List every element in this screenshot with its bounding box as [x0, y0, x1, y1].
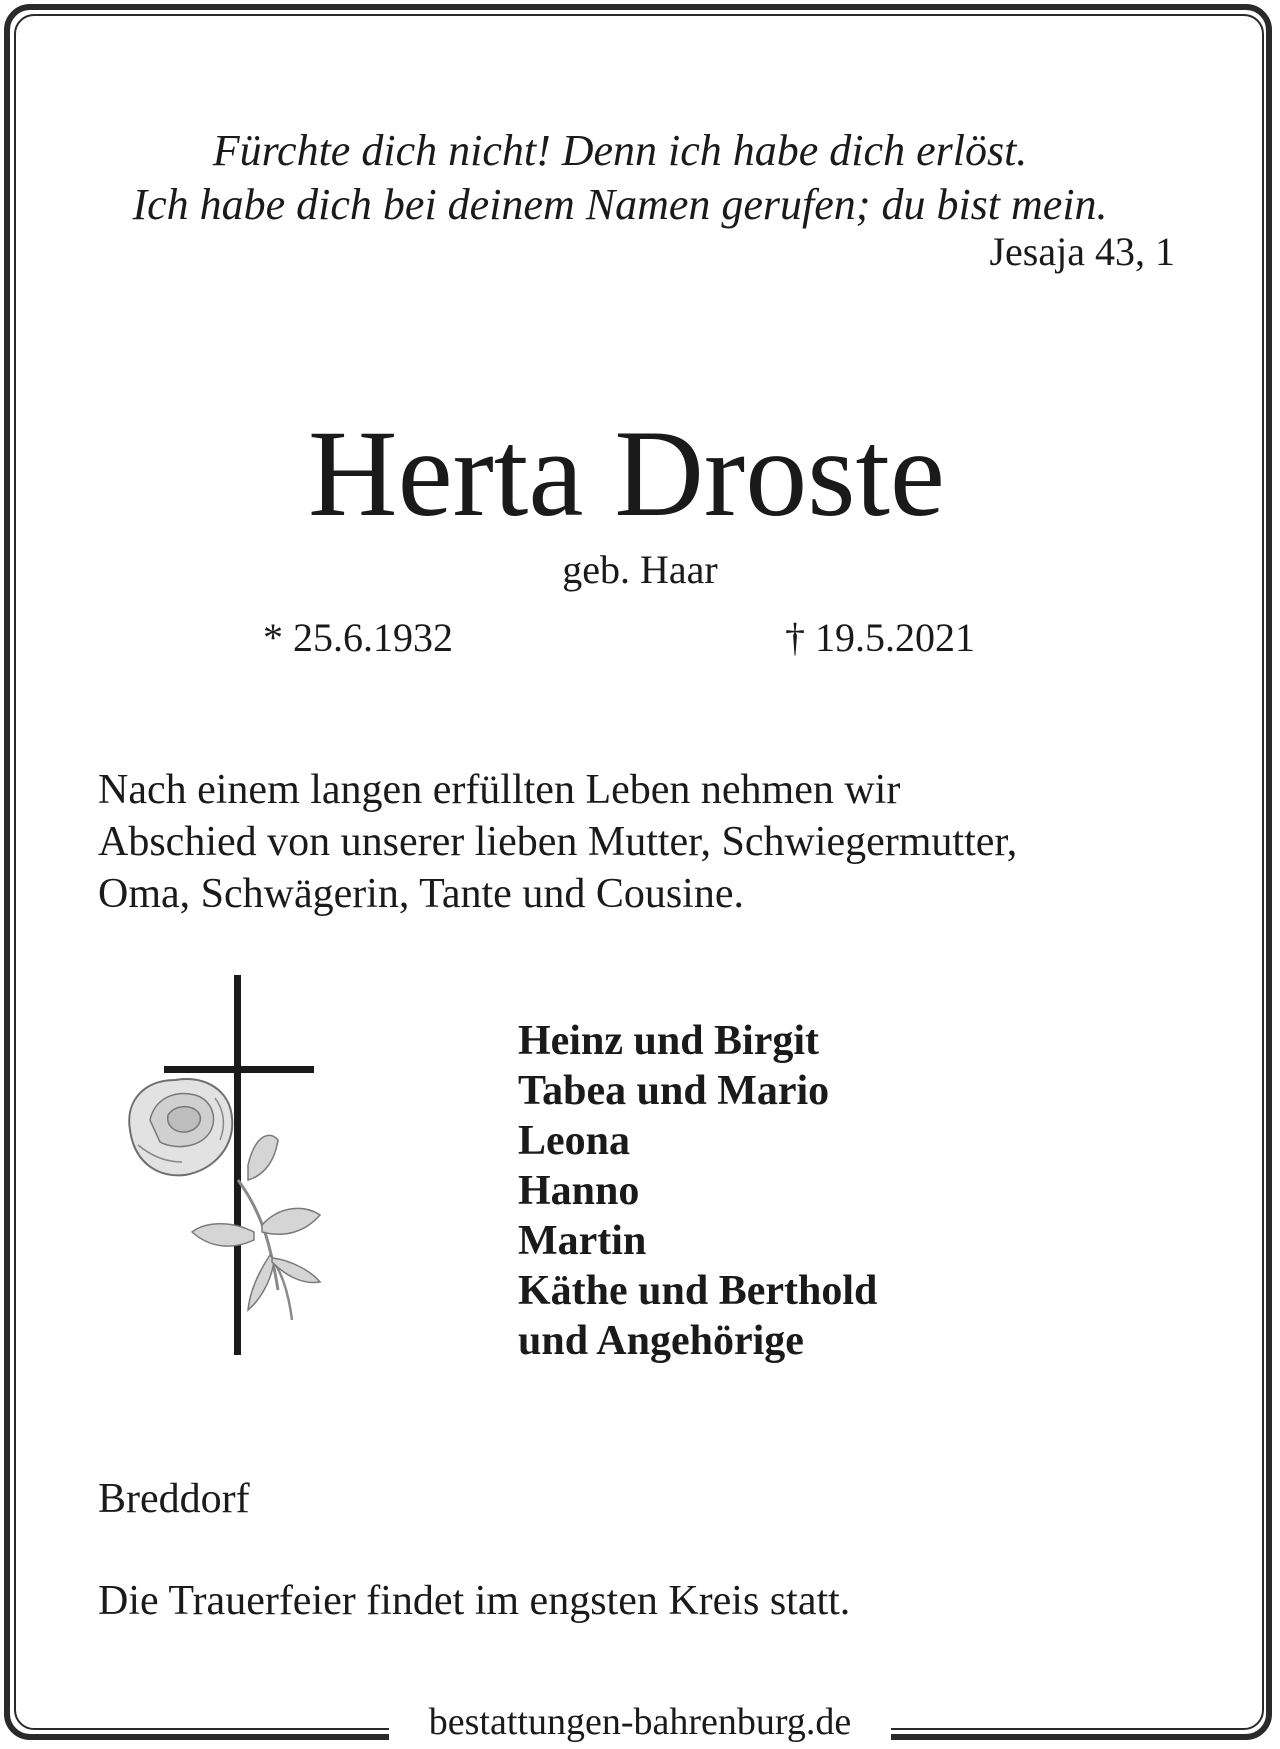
- message-line-3: Oma, Schwägerin, Tante und Cousine.: [98, 871, 744, 917]
- death-date: † 19.5.2021: [785, 615, 975, 660]
- funeral-notice: Die Trauerfeier findet im engsten Kreis statt.: [98, 1578, 851, 1624]
- bible-verse: [60, 124, 1180, 232]
- list-item: Käthe und Berthold: [518, 1268, 878, 1314]
- list-item: Tabea und Mario: [518, 1068, 830, 1114]
- message-line-2: Abschied von unserer lieben Mutter, Schwiegermutter,: [98, 819, 1018, 865]
- rose-icon: [129, 1079, 320, 1320]
- verse-reference: Jesaja 43, 1: [989, 229, 1175, 274]
- farewell-message: [98, 764, 1198, 920]
- footer: [0, 1700, 1280, 1744]
- list-item: Martin: [518, 1218, 647, 1264]
- verse-line-1: Fürchte dich nicht! Denn ich habe dich erlöst.: [212, 126, 1028, 175]
- message-line-1: Nach einem langen erfüllten Leben nehmen wir: [98, 767, 901, 813]
- birth-date: * 25.6.1932: [263, 615, 453, 660]
- cross-and-rose-emblem: [120, 970, 350, 1370]
- list-item: Hanno: [518, 1168, 640, 1214]
- list-item: Heinz und Birgit: [518, 1018, 820, 1064]
- maiden-name: geb. Haar: [562, 547, 718, 592]
- emblem-graphic: [120, 970, 350, 1370]
- list-item: und Angehörige: [518, 1318, 804, 1364]
- mourners-list: [518, 1016, 877, 1366]
- deceased-name: Herta Droste: [308, 405, 945, 542]
- list-item: Leona: [518, 1118, 631, 1164]
- place-name: Breddorf: [98, 1476, 250, 1522]
- verse-line-2: Ich habe dich bei deinem Namen gerufen; du bist mein.: [132, 180, 1108, 229]
- funeral-home-link[interactable]: bestattungen-bahrenburg.de: [389, 1701, 891, 1743]
